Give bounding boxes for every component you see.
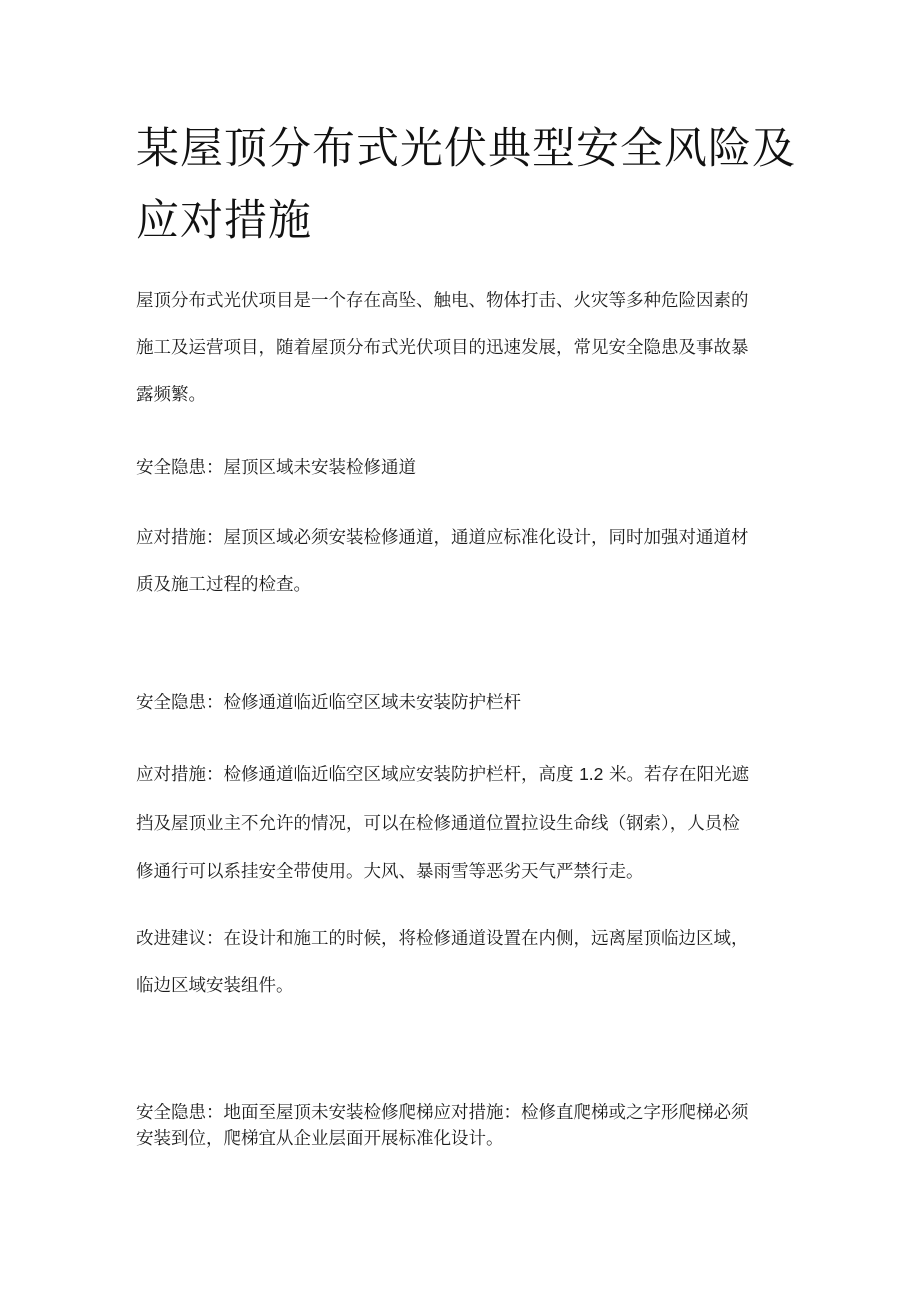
measure-2 (136, 750, 796, 897)
hazard-2 (136, 680, 796, 727)
measure-2-line-1 (136, 750, 796, 800)
hazard-3 (136, 1100, 796, 1152)
measure-2-text-before: 应对措施：检修通道临近临空区域应安装防护栏杆，高度 (136, 765, 580, 785)
measure-1 (136, 515, 796, 609)
hazard-3-line: 安装到位，爬梯宜从企业层面开展标准化设计。 (136, 1129, 504, 1149)
hazard-1-text: 安全隐患：屋顶区域未安装检修通道 (136, 458, 416, 478)
measure-1-line: 质及施工过程的检查。 (136, 575, 311, 595)
hazard-3-line: 安全隐患：地面至屋顶未安装检修爬梯应对措施：检修直爬梯或之字形爬梯必须 (136, 1103, 749, 1123)
intro-paragraph (136, 278, 796, 419)
improvement-suggestion (136, 916, 796, 1010)
intro-line: 露频繁。 (136, 385, 206, 405)
intro-line: 施工及运营项目，随着屋顶分布式光伏项目的迅速发展，常见安全隐患及事故暴 (136, 338, 749, 358)
document-title-line-1: 某屋顶分布式光伏典型安全风险及 (136, 124, 796, 174)
railing-height-value: 1.2 (579, 764, 604, 784)
measure-2-line-3: 修通行可以系挂安全带使用。大风、暴雨雪等恶劣天气严禁行走。 (136, 862, 644, 882)
measure-2-line-2: 挡及屋顶业主不允许的情况，可以在检修通道位置拉设生命线（钢索），人员检 (136, 813, 740, 834)
suggestion-line: 临边区域安装组件。 (136, 976, 294, 996)
hazard-1 (136, 445, 796, 492)
measure-1-line: 应对措施：屋顶区域必须安装检修通道，通道应标准化设计，同时加强对通道材 (136, 528, 749, 548)
hazard-2-text: 安全隐患：检修通道临近临空区域未安装防护栏杆 (136, 693, 521, 713)
suggestion-line: 改进建议：在设计和施工的时候，将检修通道设置在内侧，远离屋顶临边区域， (136, 929, 749, 949)
intro-line: 屋顶分布式光伏项目是一个存在高坠、触电、物体打击、火灾等多种危险因素的 (136, 291, 749, 311)
measure-2-text-after: 米。若存在阳光遮 (603, 765, 749, 785)
document-title-line-2: 应对措施 (136, 196, 312, 246)
